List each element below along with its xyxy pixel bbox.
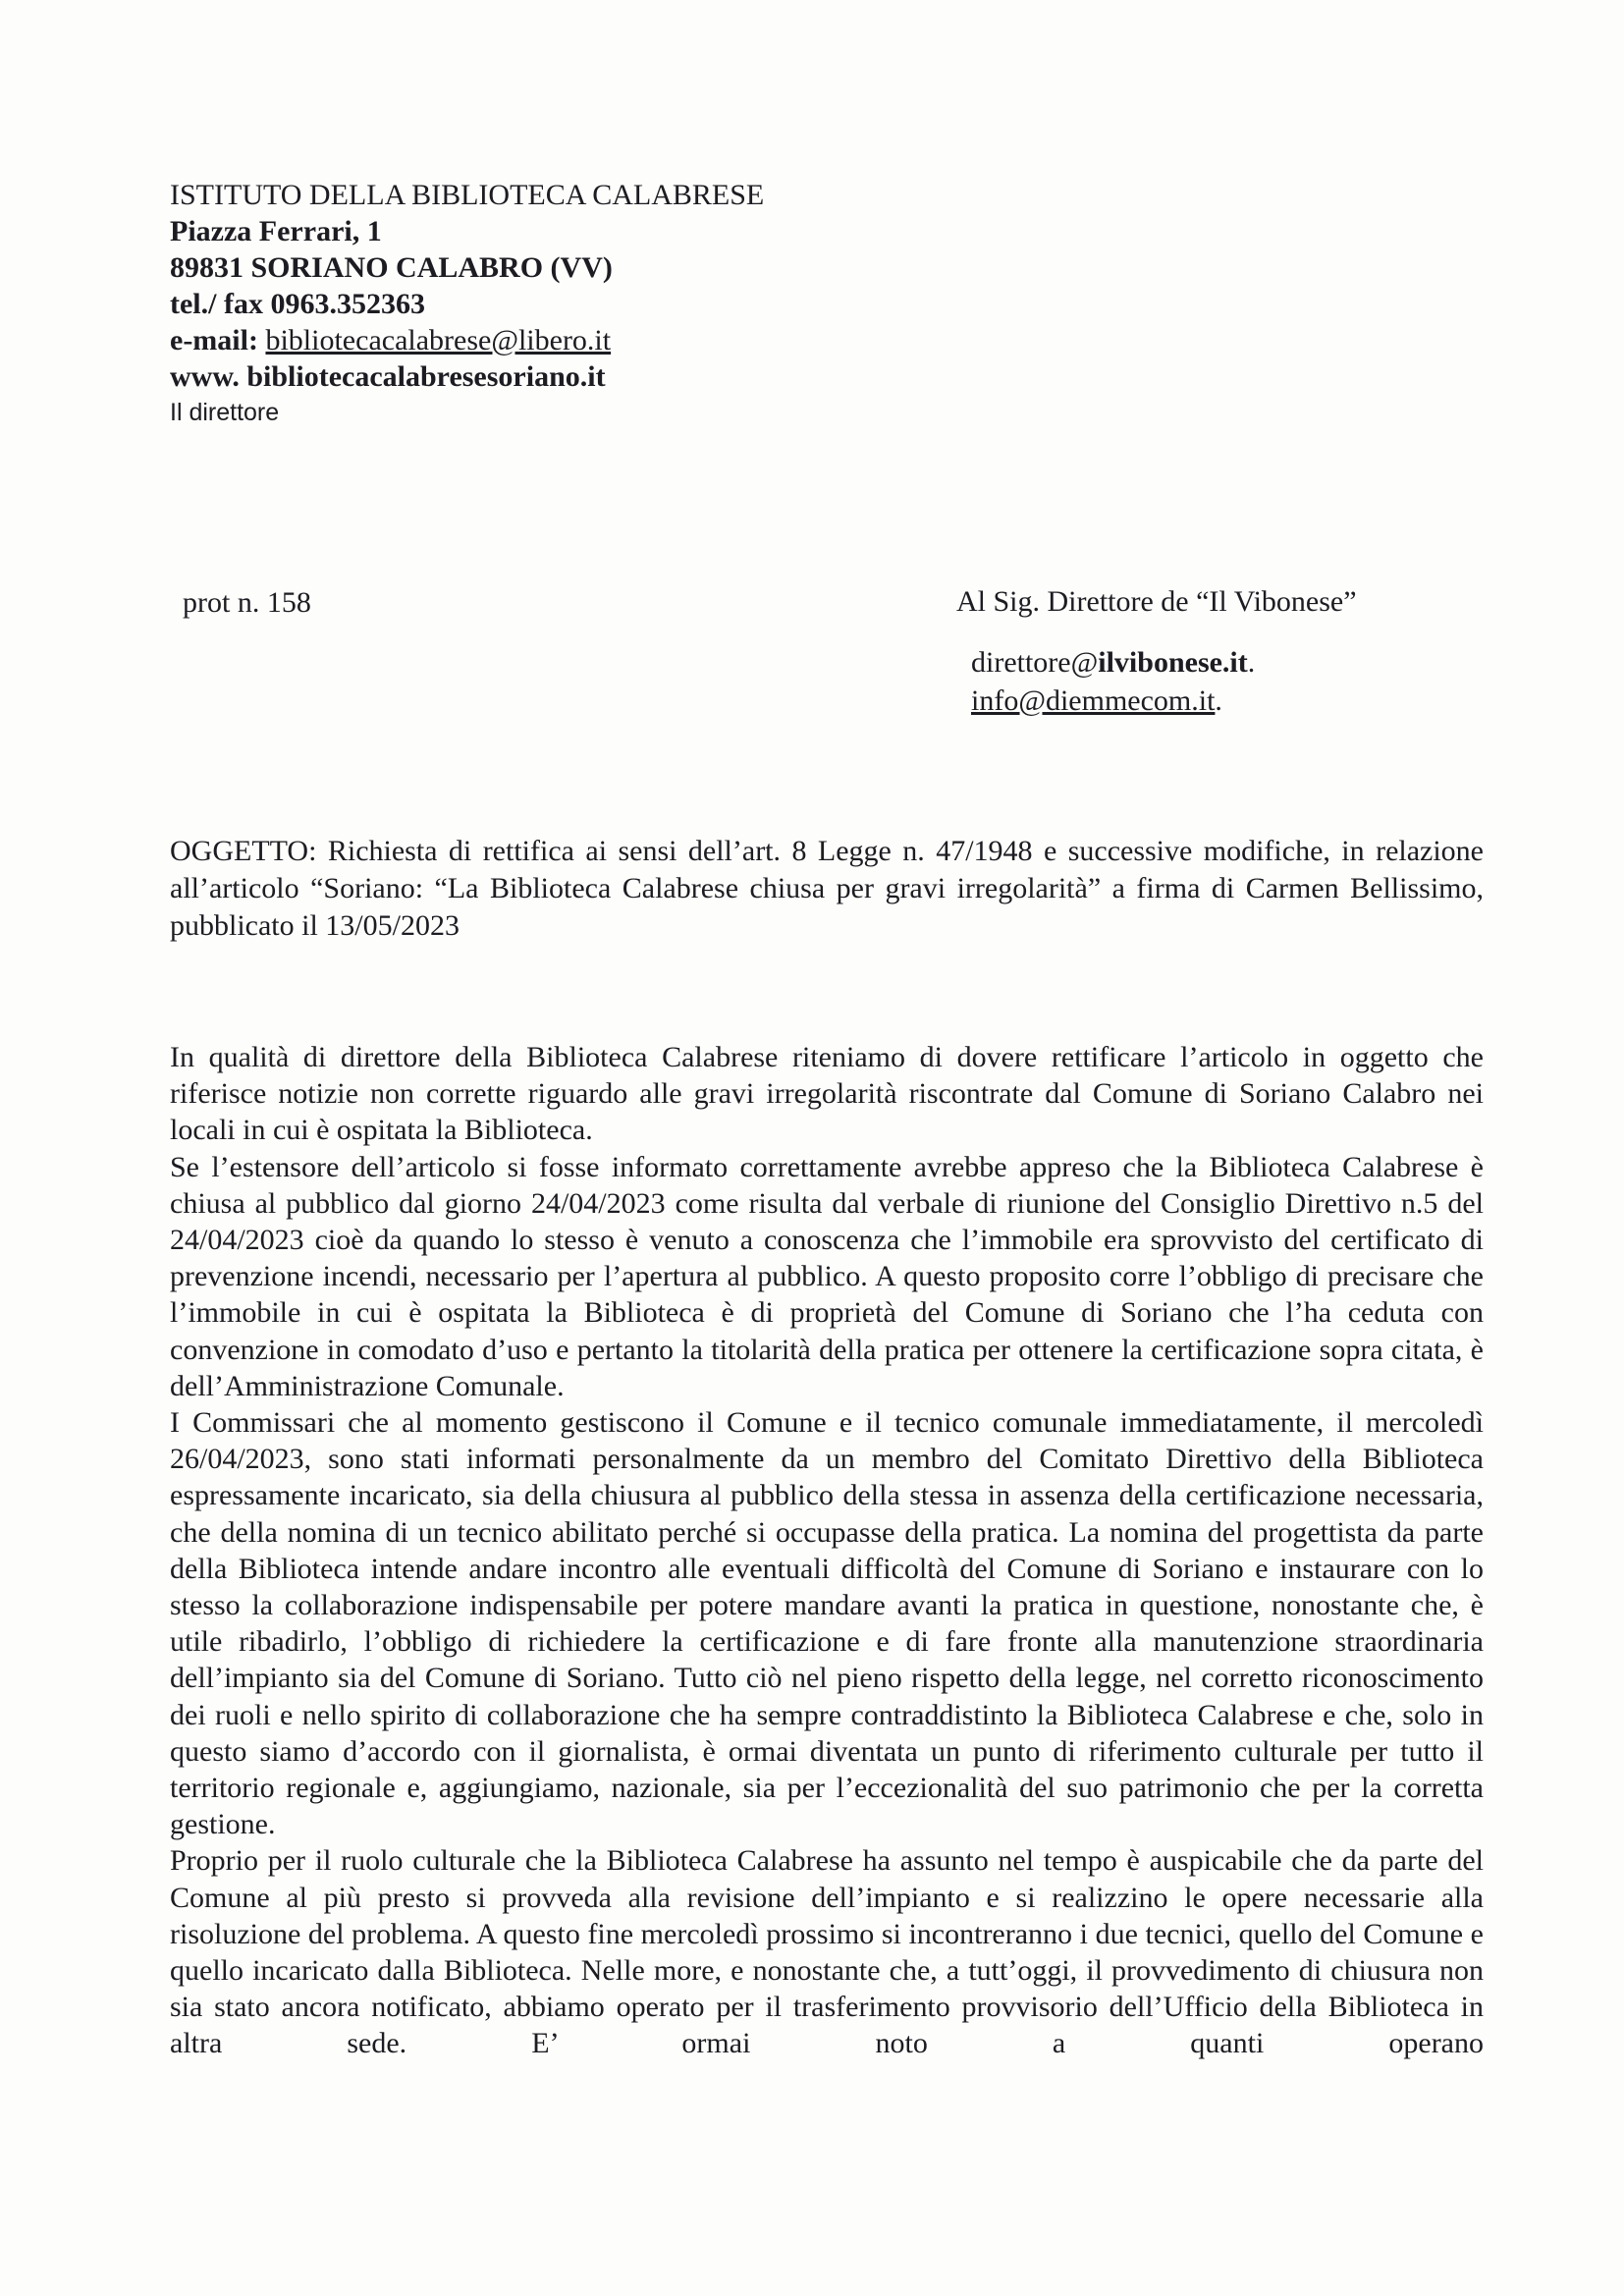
body-paragraph-1: In qualità di direttore della Biblioteca Calabrese riteniamo di dovere rettificare l’articolo in oggetto che riferisce notizie non corrette riguardo alle gravi irregolarità riscontrate dal Comune di Soriano Calabro nei locali in cui è ospitata la Biblioteca. [170,1041,1484,1147]
recipient-title: Al Sig. Direttore de “Il Vibonese” [956,585,1357,618]
institute-address: Piazza Ferrari, 1 [170,215,382,247]
subject-line: OGGETTO: Richiesta di rettifica ai sensi dell’art. 8 Legge n. 47/1948 e successive modifiche, in relazione all’articolo “Soriano: “La Biblioteca Calabrese chiusa per gravi irregolarità” a firma di Carmen Bellissimo, pubblicato il 13/05/2023 [170,835,1484,942]
recipient-email-1[interactable] [971,643,1255,682]
institute-phone: tel./ fax 0963.352363 [170,288,425,320]
recipient-email-1-dot: . [1247,646,1256,679]
letter-body [170,1039,1484,2062]
body-paragraph-4: Proprio per il ruolo culturale che la Biblioteca Calabrese ha assunto nel tempo è auspicabile che da parte del Comune al più presto si provveda alla revisione dell’impianto e si realizzino le opere necessarie alla risoluzione del problema. A questo fine mercoledì prossimo si incontreranno i due tecnici, quello del Comune e quello incaricato dalla Biblioteca. Nelle more, e nonostante che, a tutt’oggi, il provvedimento di chiusura non sia stato ancora notificato, abbiamo operato per il trasferimento provvisorio dell’Ufficio della Biblioteca in altra sede. E’ ormai noto a quanti operano [170,1844,1484,2060]
recipient-email-1-domain: ilvibonese.it [1098,646,1248,679]
institute-website[interactable]: www. bibliotecacalabresesoriano.it [170,360,606,393]
body-paragraph-2: Se l’estensore dell’articolo si fosse informato correttamente avrebbe appreso che la Biblioteca Calabrese è chiusa al pubblico dal giorno 24/04/2023 come risulta dal verbale di riunione del Consiglio Direttivo n.5 del 24/04/2023 cioè da quando lo stesso è venuto a conoscenza che l’immobile era sprovvisto del certificato di prevenzione incendi, necessario per l’apertura al pubblico. A questo proposito corre l’obbligo di precisare che l’immobile in cui è ospitata la Biblioteca è di proprietà del Comune di Soriano che l’ha ceduta con convenzione in comodato d’uso e pertanto la titolarità della pratica per ottenere la certificazione sopra citata, è dell’Amministrazione Comunale. [170,1150,1484,1402]
recipient-email-1-user: direttore@ [971,646,1099,679]
institute-name: ISTITUTO DELLA BIBLIOTECA CALABRESE [170,179,765,211]
recipient-email-2[interactable] [971,682,1255,720]
email-label: e-mail: [170,324,258,356]
body-paragraph-3: I Commissari che al momento gestiscono il Comune e il tecnico comunale immediatamente, il mercoledì 26/04/2023, sono stati informati personalmente da un membro del Comitato Direttivo della Biblioteca espressamente incaricato, sia della chiusura al pubblico della stessa in assenza della certificazione necessaria, che della nomina di un tecnico abilitato perché si occupasse della pratica. La nomina del progettista da parte della Biblioteca intende andare incontro alle eventuali difficoltà del Comune di Soriano e instaurare con lo stesso la collaborazione indispensabile per potere mandare avanti la pratica in questione, nonostante che, è utile ribadirlo, l’obbligo di richiedere la certificazione e di fare fronte alla manutenzione straordinaria dell’impianto sia del Comune di Soriano. Tutto ciò nel pieno rispetto della legge, nel corretto riconoscimento dei ruoli e nello spirito di collaborazione che ha sempre contraddistinto la Biblioteca Calabrese e che, solo in questo siamo d’accordo con il giornalista, è ormai diventata un punto di riferimento culturale per tutto il territorio regionale e, aggiungiamo, nazionale, sia per l’eccezionalità del suo patrimonio che per la corretta gestione. [170,1406,1484,1841]
institute-city: 89831 SORIANO CALABRO (VV) [170,251,613,284]
recipient-email-2-dot: . [1215,684,1222,717]
letterhead [170,177,764,431]
signatory-role: Il direttore [170,399,280,426]
institute-email-link[interactable]: bibliotecacalabrese@libero.it [265,324,612,356]
institute-email-row [170,322,764,358]
recipient-email-2-address: info@diemmecom.it [971,684,1216,717]
recipient-emails [971,643,1255,720]
protocol-number: prot n. 158 [183,586,311,619]
